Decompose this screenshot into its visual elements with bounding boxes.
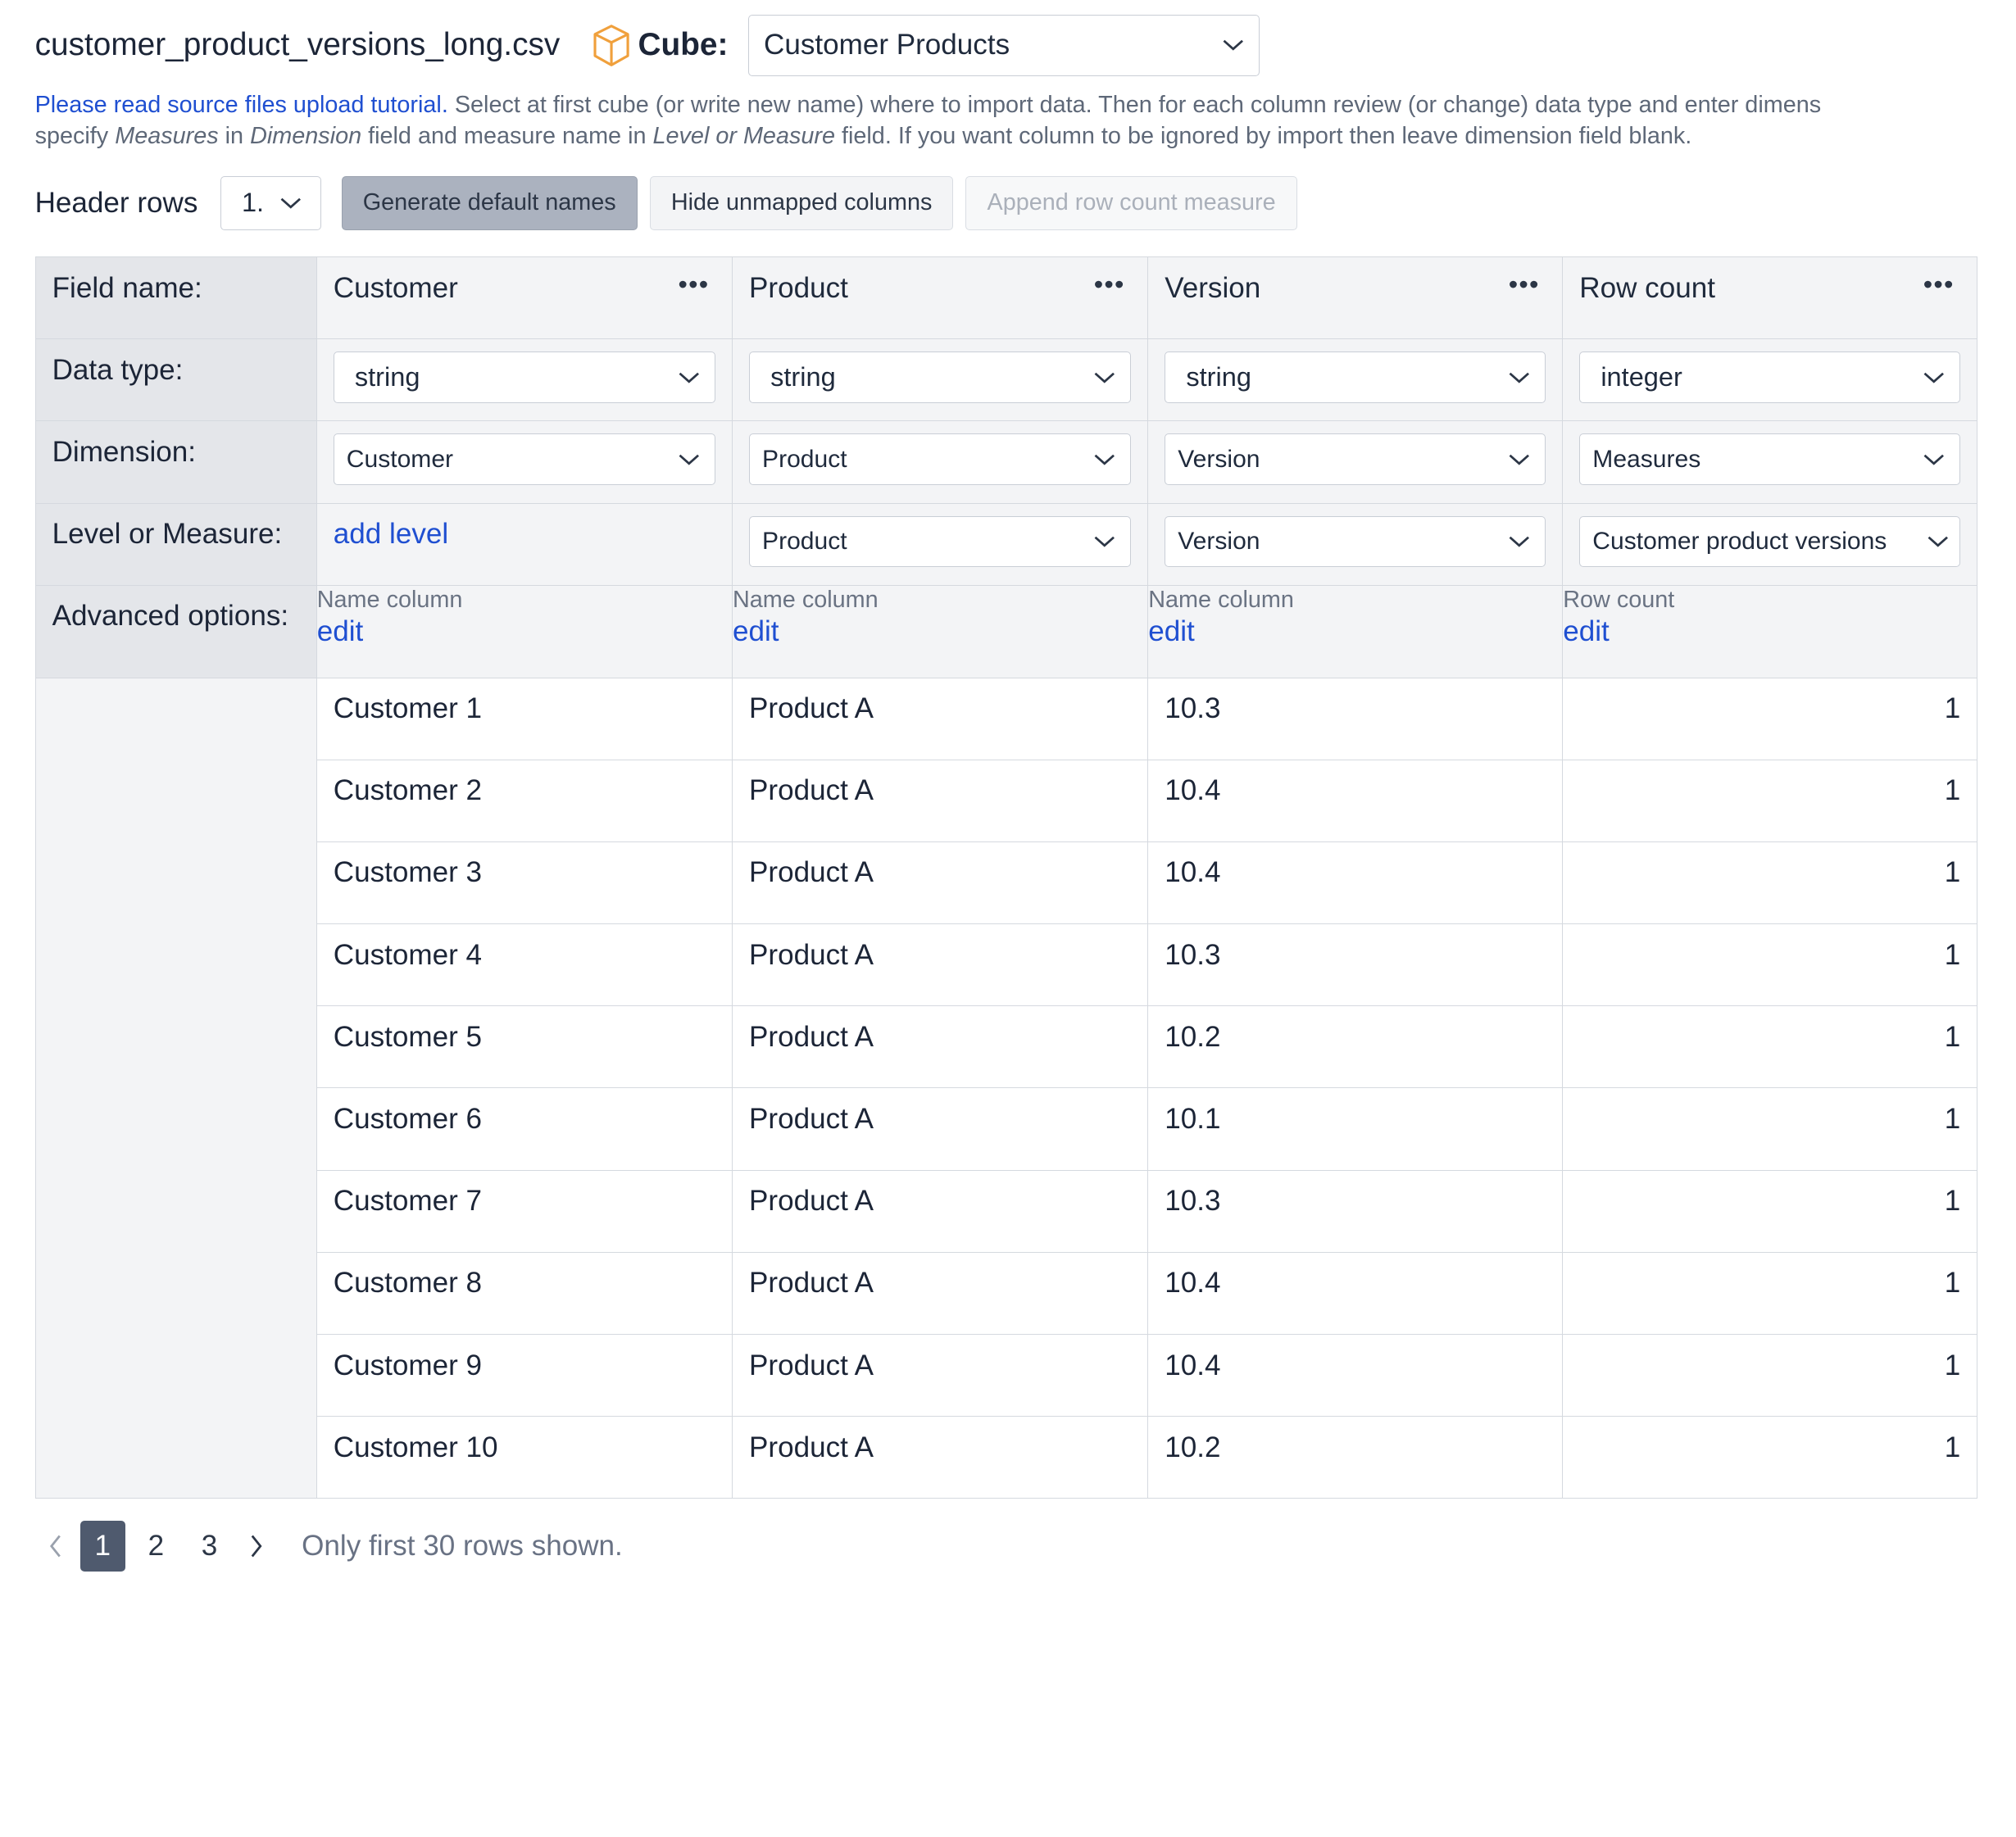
instructions-text-5: field. If you want column to be ignored by import then leave dimension field blank. — [835, 122, 1692, 149]
table-cell: Product A — [733, 760, 1148, 841]
table-cell: Product A — [733, 678, 1148, 760]
column-header — [1148, 257, 1563, 339]
table-cell: 1 — [1563, 1417, 1977, 1499]
advanced-cell — [316, 585, 732, 678]
table-cell: Customer 8 — [316, 1252, 732, 1334]
data-type-select[interactable] — [749, 352, 1131, 403]
instructions — [35, 90, 2016, 152]
data-type-value: integer — [1601, 362, 1682, 392]
advanced-cell — [1148, 585, 1563, 678]
table-cell: 10.2 — [1148, 1417, 1563, 1499]
dimension-row — [35, 421, 1977, 503]
level-cell — [1563, 503, 1977, 585]
table-cell: Product A — [733, 841, 1148, 923]
column-header — [316, 257, 732, 339]
data-type-select[interactable] — [334, 352, 715, 403]
cube-icon — [591, 23, 632, 68]
level-value: Product — [762, 527, 847, 555]
table-cell: Customer 9 — [316, 1335, 732, 1417]
table-cell: Customer 2 — [316, 760, 732, 841]
level-label: Level or Measure: — [35, 503, 316, 585]
tutorial-link[interactable]: Please read source files upload tutorial. — [34, 92, 448, 119]
advanced-options-row — [35, 585, 1977, 678]
dimension-cell — [1148, 421, 1563, 503]
cube-select-value: Customer Products — [764, 29, 1010, 61]
field-name: Customer — [333, 271, 458, 304]
instructions-em-measures: Measures — [115, 122, 219, 149]
table-cell: Customer 5 — [316, 1006, 732, 1088]
instructions-text-4: field and measure name in — [361, 122, 653, 149]
advanced-edit-link[interactable]: edit — [316, 615, 364, 647]
table-cell: 1 — [1563, 841, 1977, 923]
table-cell: Customer 3 — [316, 841, 732, 923]
table-row — [35, 1252, 1977, 1334]
generate-default-names-button[interactable]: Generate default names — [342, 176, 638, 229]
page-1-button[interactable]: 1 — [80, 1521, 125, 1572]
next-page-button[interactable] — [236, 1534, 277, 1558]
dimension-cell — [733, 421, 1148, 503]
dimension-value: Customer — [346, 445, 454, 473]
table-cell: 10.3 — [1148, 924, 1563, 1006]
instructions-text-2: specify — [34, 122, 116, 149]
chevron-left-icon — [48, 1534, 63, 1558]
table-cell: Product A — [733, 1417, 1148, 1499]
level-cell — [733, 503, 1148, 585]
page-2-button[interactable]: 2 — [148, 1530, 165, 1563]
table-cell: Customer 10 — [316, 1417, 732, 1499]
chevron-down-icon — [1508, 534, 1531, 549]
data-type-cell — [1148, 339, 1563, 421]
cube-select[interactable] — [748, 15, 1260, 76]
instructions-em-level: Level or Measure — [652, 122, 835, 149]
chevron-down-icon — [279, 196, 302, 211]
dimension-cell — [316, 421, 732, 503]
data-type-value: string — [354, 362, 420, 392]
header-rows-select[interactable] — [220, 176, 321, 229]
table-cell: Customer 6 — [316, 1088, 732, 1170]
column-header — [1563, 257, 1977, 339]
pagination — [35, 1519, 2016, 1572]
advanced-option-label: Name column — [1148, 586, 1294, 613]
toolbar — [35, 176, 2016, 229]
chevron-down-icon — [678, 452, 701, 467]
table-row — [35, 760, 1977, 841]
table-cell: 10.4 — [1148, 841, 1563, 923]
header-rows-value: 1. — [241, 188, 265, 218]
level-select[interactable] — [1165, 516, 1546, 568]
field-name: Version — [1165, 271, 1261, 304]
dimension-select[interactable] — [334, 433, 715, 485]
level-cell — [1148, 503, 1563, 585]
data-type-value: string — [770, 362, 836, 392]
field-name: Row count — [1579, 271, 1715, 304]
field-name: Product — [749, 271, 848, 304]
instructions-em-dimension: Dimension — [250, 122, 362, 149]
table-cell: 1 — [1563, 1335, 1977, 1417]
field-name-label: Field name: — [35, 257, 316, 339]
prev-page-button[interactable] — [35, 1534, 76, 1558]
advanced-edit-link[interactable]: edit — [1148, 615, 1195, 647]
chevron-right-icon — [249, 1534, 264, 1558]
table-cell: 1 — [1563, 678, 1977, 760]
table-cell: 1 — [1563, 760, 1977, 841]
table-row — [35, 841, 1977, 923]
advanced-cell — [1563, 585, 1977, 678]
chevron-down-icon — [1222, 38, 1245, 52]
table-cell: Product A — [733, 1006, 1148, 1088]
advanced-option-label: Row count — [1563, 586, 1675, 613]
more-horizontal-icon[interactable]: ••• — [678, 270, 710, 300]
more-horizontal-icon[interactable]: ••• — [1508, 270, 1540, 300]
table-cell: 10.4 — [1148, 1335, 1563, 1417]
cube-label: Cube: — [638, 27, 729, 63]
table-cell: Product A — [733, 1088, 1148, 1170]
measure-select[interactable] — [1579, 516, 1960, 568]
file-name: customer_product_versions_long.csv — [34, 27, 561, 63]
rows-shown-note: Only first 30 rows shown. — [302, 1530, 623, 1563]
table-cell: 1 — [1563, 924, 1977, 1006]
level-row — [35, 503, 1977, 585]
column-mapping-table — [35, 256, 1978, 1499]
field-name-row — [35, 257, 1977, 339]
table-cell: 10.4 — [1148, 1252, 1563, 1334]
level-value: Customer product versions — [1592, 527, 1887, 555]
data-type-select[interactable] — [1579, 352, 1960, 403]
level-select[interactable] — [749, 516, 1131, 568]
table-cell: 10.4 — [1148, 760, 1563, 841]
dimension-select[interactable] — [1165, 433, 1546, 485]
data-type-value: string — [1186, 362, 1251, 392]
dimension-value: Version — [1178, 445, 1260, 473]
add-level-link[interactable]: add level — [333, 518, 449, 551]
dimension-value: Measures — [1592, 445, 1701, 473]
hide-unmapped-columns-button[interactable]: Hide unmapped columns — [650, 176, 954, 229]
instructions-text-1: Select at first cube (or write new name) where to import data. Then for each column review (or change) data type and enter dimens — [447, 92, 1822, 119]
table-row — [35, 1170, 1977, 1252]
table-row — [35, 924, 1977, 1006]
dimension-value: Product — [762, 445, 847, 473]
chevron-down-icon — [1508, 370, 1531, 385]
table-cell: Customer 1 — [316, 678, 732, 760]
advanced-edit-link[interactable]: edit — [1563, 615, 1610, 647]
instructions-text-3: in — [218, 122, 251, 149]
column-header — [733, 257, 1148, 339]
dimension-cell — [1563, 421, 1977, 503]
advanced-options-label: Advanced options: — [35, 585, 316, 678]
table-cell: Customer 7 — [316, 1170, 732, 1252]
page-3-button[interactable]: 3 — [201, 1530, 218, 1563]
table-cell: 10.3 — [1148, 1170, 1563, 1252]
table-row — [35, 1006, 1977, 1088]
table-row — [35, 1088, 1977, 1170]
table-cell: 10.1 — [1148, 1088, 1563, 1170]
more-horizontal-icon[interactable]: ••• — [1093, 270, 1125, 300]
table-cell: Customer 4 — [316, 924, 732, 1006]
dimension-select[interactable] — [749, 433, 1131, 485]
table-row — [35, 678, 1977, 760]
table-cell: Product A — [733, 1170, 1148, 1252]
data-type-cell — [733, 339, 1148, 421]
dimension-label: Dimension: — [35, 421, 316, 503]
table-cell: 10.2 — [1148, 1006, 1563, 1088]
level-value: Version — [1178, 527, 1260, 555]
header-rows-label: Header rows — [34, 186, 198, 219]
chevron-down-icon — [1093, 370, 1116, 385]
table-cell: 1 — [1563, 1006, 1977, 1088]
data-type-label: Data type: — [35, 339, 316, 421]
data-type-select[interactable] — [1165, 352, 1546, 403]
advanced-option-label: Name column — [733, 586, 879, 613]
chevron-down-icon — [678, 370, 701, 385]
row-header-spacer — [35, 678, 316, 1499]
table-cell: Product A — [733, 1252, 1148, 1334]
data-type-cell — [316, 339, 732, 421]
table-row — [35, 1335, 1977, 1417]
table-cell: Product A — [733, 1335, 1148, 1417]
advanced-edit-link[interactable]: edit — [733, 615, 779, 647]
top-bar — [35, 19, 2016, 72]
chevron-down-icon — [1923, 452, 1946, 467]
data-type-row — [35, 339, 1977, 421]
chevron-down-icon — [1923, 370, 1946, 385]
dimension-select[interactable] — [1579, 433, 1960, 485]
more-horizontal-icon[interactable]: ••• — [1923, 270, 1955, 300]
table-cell: 10.3 — [1148, 678, 1563, 760]
table-cell: 1 — [1563, 1170, 1977, 1252]
advanced-option-label: Name column — [316, 586, 463, 613]
chevron-down-icon — [1093, 452, 1116, 467]
data-type-cell — [1563, 339, 1977, 421]
level-cell — [316, 503, 732, 585]
table-row — [35, 1417, 1977, 1499]
chevron-down-icon — [1508, 452, 1531, 467]
advanced-cell — [733, 585, 1148, 678]
chevron-down-icon — [1927, 534, 1950, 549]
chevron-down-icon — [1093, 534, 1116, 549]
table-cell: 1 — [1563, 1252, 1977, 1334]
table-cell: Product A — [733, 924, 1148, 1006]
table-cell: 1 — [1563, 1088, 1977, 1170]
append-row-count-measure-button[interactable]: Append row count measure — [965, 176, 1296, 229]
